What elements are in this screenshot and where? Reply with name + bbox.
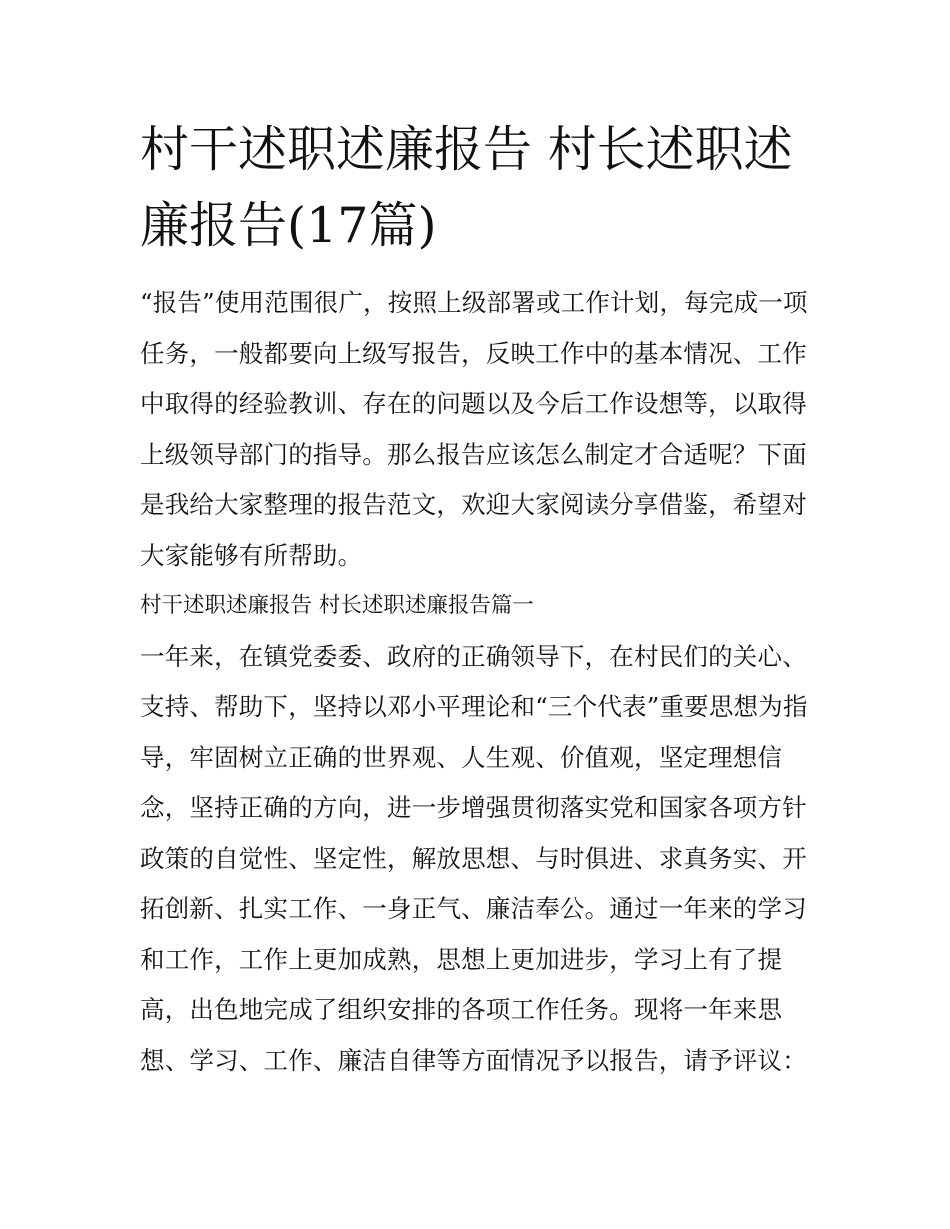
document-title: 村干述职述廉报告 村长述职述廉报告(17篇) <box>140 121 793 254</box>
document-content <box>140 112 812 1086</box>
body-paragraph: 一年来，在镇党委委、政府的正确领导下，在村民们的关心、支持、帮助下，坚持以邓小平理论和“三个代表”重要思想为指导，牢固树立正确的世界观、人生观、价值观，坚定理想信念，坚持正确的方向，进一步增强贯彻落实党和国家各项方针政策的自觉性、坚定性，解放思想、与时俱进、求真务实、开拓创新、扎实工作、一身正气、廉洁奉公。通过一年来的学习和工作，工作上更加成熟，思想上更加进步，学习上有了提高，出色地完成了组织安排的各项工作任务。现将一年来思想、学习、工作、廉洁自律等方面情况予以报告，请予评议： <box>140 641 808 1075</box>
intro-paragraph: “报告”使用范围很广，按照上级部署或工作计划，每完成一项任务，一般都要向上级写报告，反映工作中的基本情况、工作中取得的经验教训、存在的问题以及今后工作设想等，以取得上级领导部门的指导。那么报告应该怎么制定才合适呢？下面是我给大家整理的报告范文，欢迎大家阅读分享借鉴，希望对大家能够有所帮助。 <box>140 288 808 570</box>
section-heading: 村干述职述廉报告 村长述职述廉报告篇一 <box>140 593 534 618</box>
